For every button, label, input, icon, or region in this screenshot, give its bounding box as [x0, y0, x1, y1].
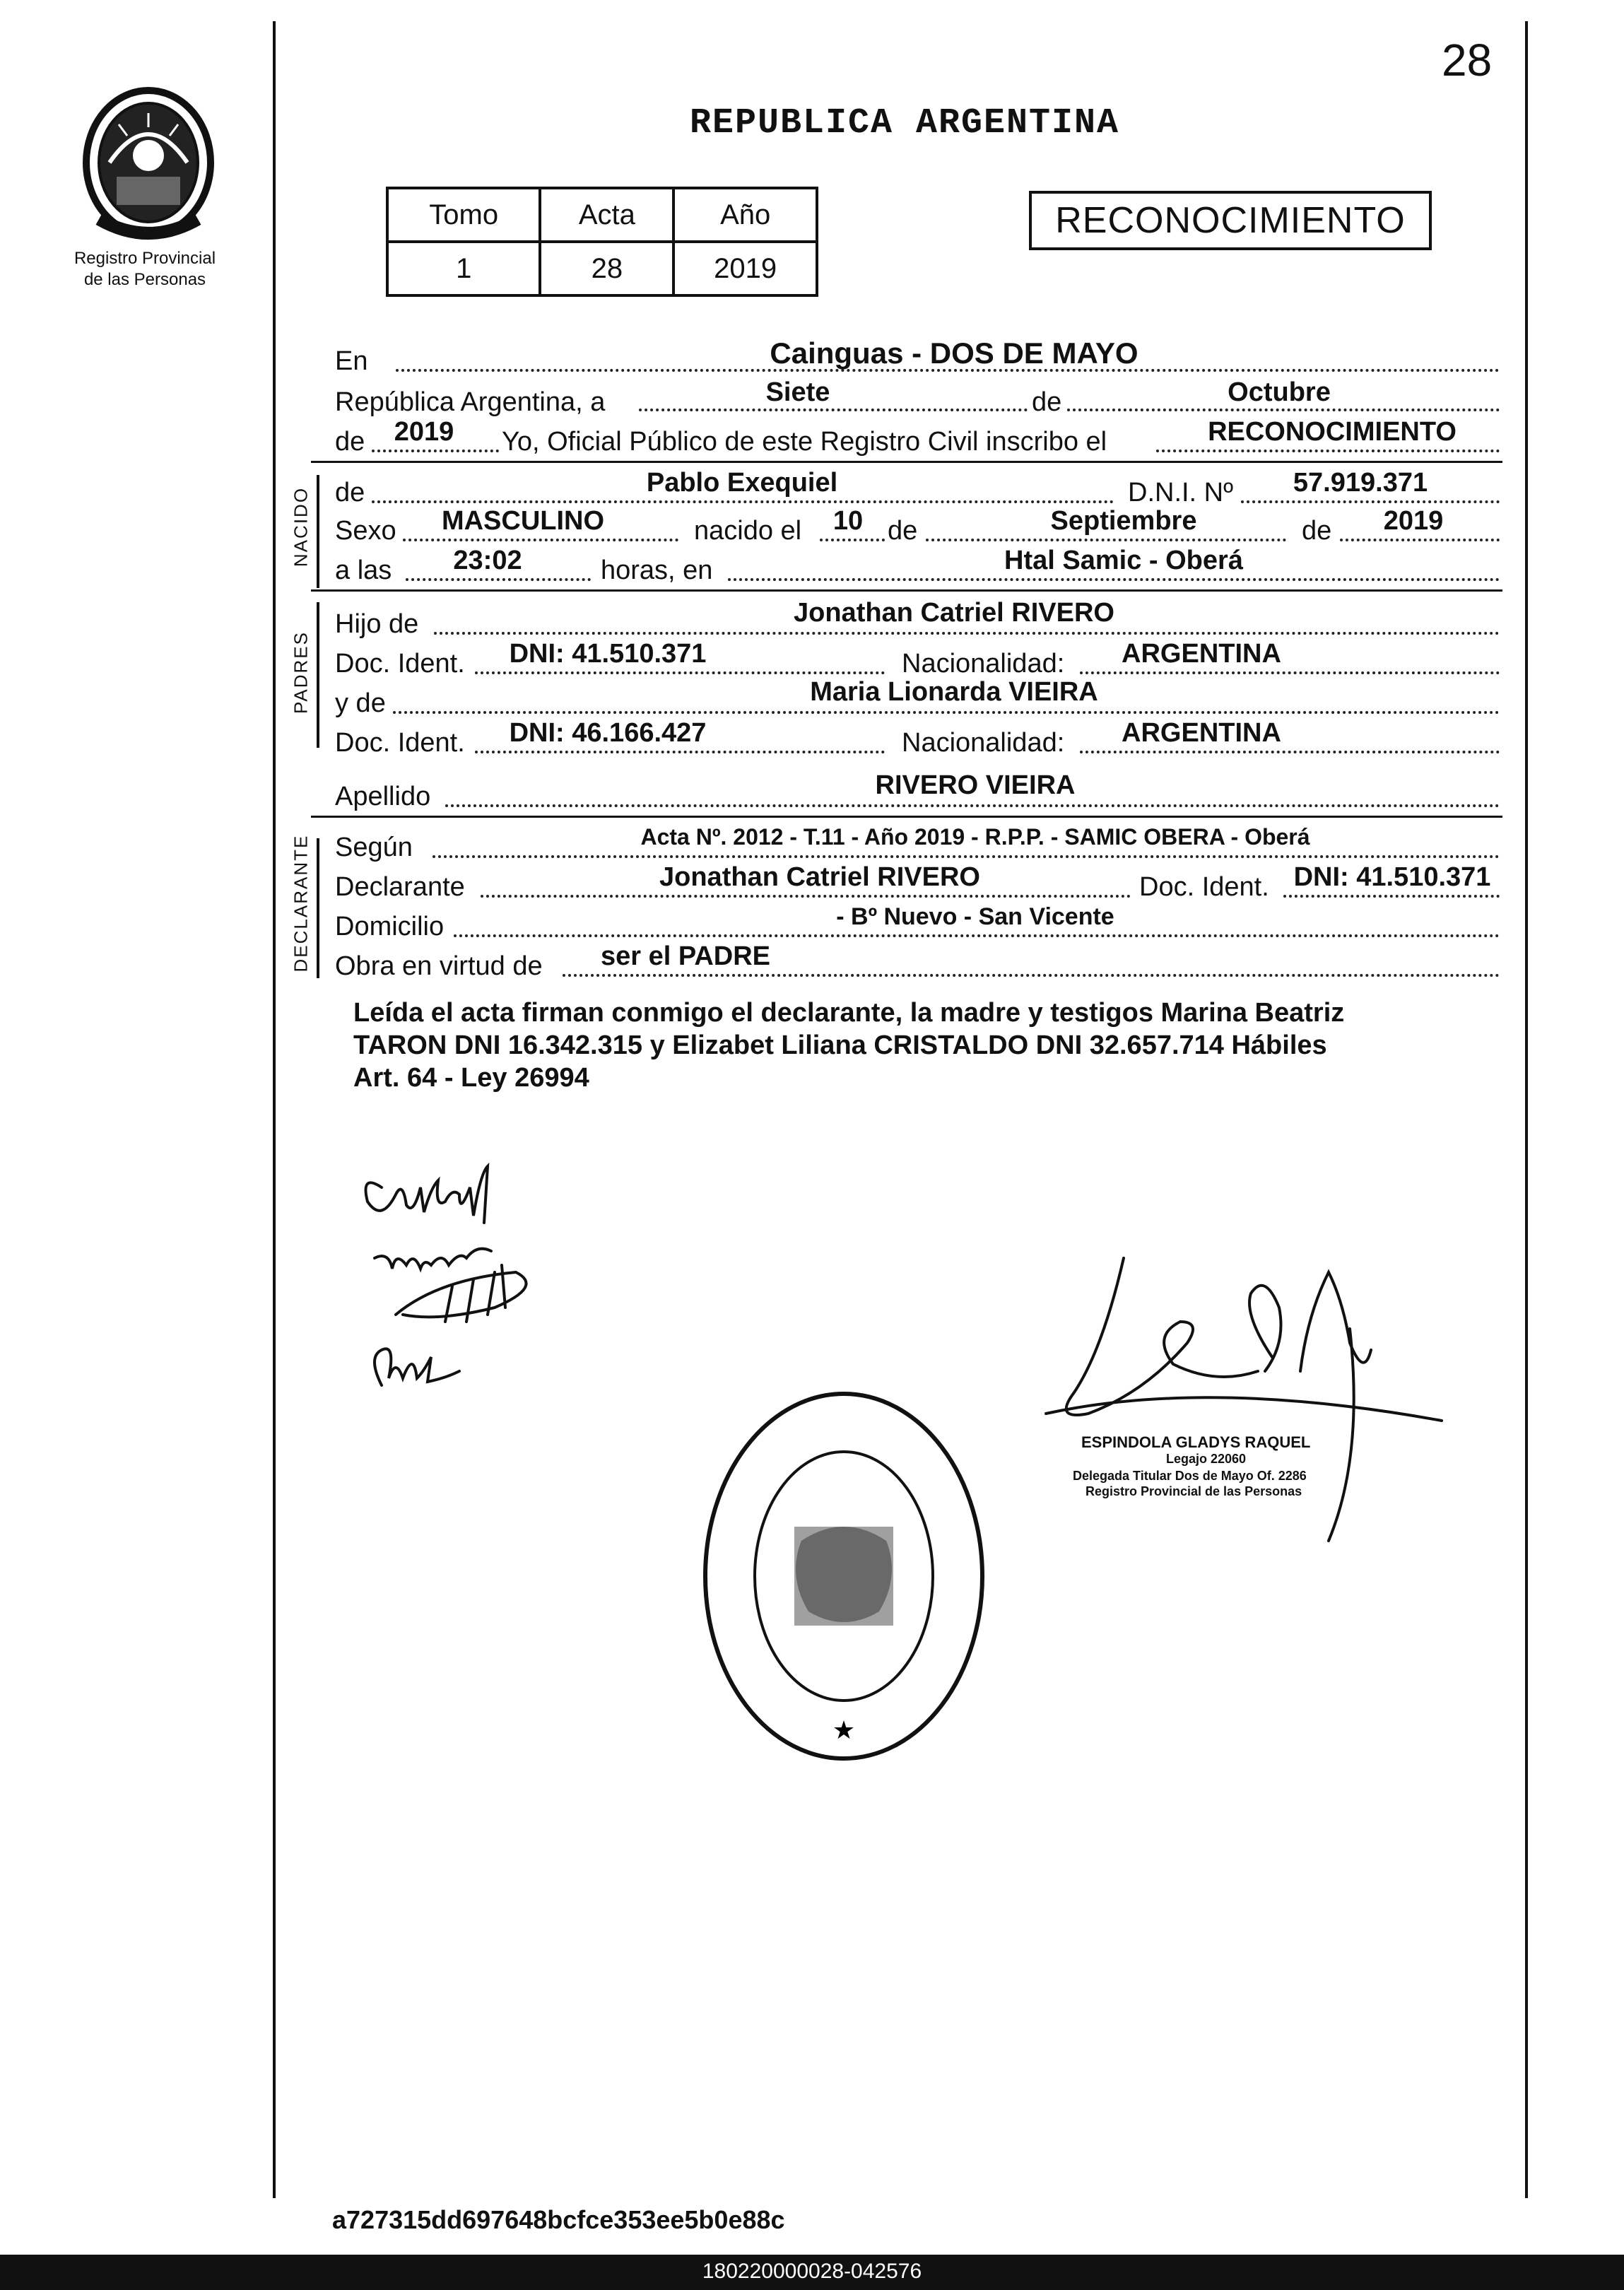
dots-acto	[1156, 450, 1500, 452]
side-label-declarante: DECLARANTE	[290, 834, 312, 973]
label-de-anio-nac: de	[1302, 516, 1332, 546]
record-table	[386, 187, 818, 297]
label-nacido-el: nacido el	[694, 516, 802, 546]
closing-text-3: Art. 64 - Ley 26994	[353, 1063, 589, 1093]
label-a-las: a las	[335, 556, 392, 585]
value-padre: Jonathan Catriel RIVERO	[794, 598, 1114, 628]
dots-dia	[639, 409, 1028, 411]
dots-anio	[372, 450, 499, 452]
label-doc-ident-2: Doc. Ident.	[335, 728, 465, 758]
footer-code: 180220000028-042576	[702, 2260, 922, 2283]
dots-sexo	[403, 539, 678, 541]
label-sexo: Sexo	[335, 516, 396, 546]
official-name: ESPINDOLA GLADYS RAQUEL	[1081, 1433, 1311, 1451]
left-margin-rule	[273, 21, 276, 2198]
dots-mes-nac	[926, 539, 1286, 541]
value-domicilio: - Bº Nuevo - San Vicente	[836, 903, 1114, 930]
side-label-nacido: NACIDO	[290, 486, 312, 568]
province-seal-logo	[78, 85, 219, 240]
svg-text:★: ★	[832, 1716, 856, 1745]
label-segun: Según	[335, 833, 413, 862]
value-anio: 2019	[673, 242, 817, 295]
value-madre-doc: DNI: 46.166.427	[509, 718, 707, 748]
nacido-sidebar	[317, 475, 319, 588]
label-apellido: Apellido	[335, 782, 431, 811]
round-seal	[695, 1385, 992, 1767]
dots-padre-nac	[1080, 671, 1500, 674]
value-nombre: Pablo Exequiel	[646, 468, 838, 498]
value-segun: Acta Nº. 2012 - T.11 - Año 2019 - R.P.P. - SAMIC OBERA - Oberá	[640, 824, 1310, 850]
label-de-mes: de	[1032, 387, 1062, 417]
document-title: REPUBLICA ARGENTINA	[689, 103, 1120, 143]
signature-declarante	[353, 1145, 565, 1428]
official-cargo: Delegada Titular Dos de Mayo Of. 2286	[1073, 1469, 1307, 1483]
label-hijo-de: Hijo de	[335, 609, 419, 639]
label-domicilio: Domicilio	[335, 912, 445, 941]
header-anio: Año	[673, 188, 817, 242]
dots-domicilio	[454, 934, 1500, 937]
label-doc-ident-1: Doc. Ident.	[335, 649, 465, 679]
record-type-box: RECONOCIMIENTO	[1029, 191, 1432, 250]
value-dia: Siete	[765, 377, 830, 407]
value-mes-nac: Septiembre	[1050, 506, 1197, 536]
value-acta: 28	[540, 242, 673, 295]
padres-sidebar	[317, 602, 319, 748]
value-obra: ser el PADRE	[600, 941, 771, 971]
dots-padre-doc	[475, 671, 885, 674]
label-nacionalidad-1: Nacionalidad:	[902, 649, 1065, 679]
value-padre-nac: ARGENTINA	[1122, 639, 1281, 669]
official-legajo: Legajo 22060	[1166, 1452, 1247, 1466]
dots-declarante	[481, 895, 1131, 898]
dots-segun	[433, 855, 1500, 858]
value-hora: 23:02	[453, 546, 522, 575]
value-sexo: MASCULINO	[441, 506, 605, 536]
divider-2	[311, 589, 1502, 592]
label-y-de: y de	[335, 688, 386, 718]
label-de-anio: de	[335, 427, 365, 457]
value-mes: Octubre	[1228, 377, 1331, 407]
value-tomo: 1	[387, 242, 540, 295]
value-declarante-doc: DNI: 41.510.371	[1293, 862, 1491, 892]
dots-mes	[1067, 409, 1500, 411]
value-anio-nac: 2019	[1383, 506, 1444, 536]
official-registro: Registro Provincial de las Personas	[1085, 1484, 1302, 1498]
value-declarante: Jonathan Catriel RIVERO	[659, 862, 980, 892]
value-padre-doc: DNI: 41.510.371	[509, 639, 707, 669]
closing-text-2: TARON DNI 16.342.315 y Elizabet Liliana CRISTALDO DNI 32.657.714 Hábiles	[353, 1030, 1327, 1060]
label-de-nombre: de	[335, 478, 365, 507]
value-madre: Maria Lionarda VIEIRA	[810, 677, 1098, 707]
value-dia-nac: 10	[832, 506, 864, 536]
side-label-padres: PADRES	[290, 631, 312, 714]
value-anio: 2019	[394, 417, 454, 447]
label-doc-ident-3: Doc. Ident.	[1139, 872, 1269, 902]
signature-official	[1032, 1244, 1456, 1597]
label-en: En	[335, 346, 368, 376]
registry-label-1: Registro Provincial	[73, 249, 216, 268]
value-lugar: Cainguas - DOS DE MAYO	[770, 336, 1138, 370]
dots-dia-nac	[820, 539, 885, 541]
header-tomo: Tomo	[387, 188, 540, 242]
dots-madre	[393, 711, 1500, 714]
label-dni: D.N.I. Nº	[1128, 478, 1233, 507]
dots-declarante-doc	[1283, 895, 1500, 898]
label-obra: Obra en virtud de	[335, 951, 543, 981]
page-number: 28	[1442, 35, 1493, 86]
label-de-mes-nac: de	[888, 516, 918, 546]
label-horas-en: horas, en	[601, 556, 713, 585]
registry-label-2: de las Personas	[83, 270, 206, 289]
closing-text-1: Leída el acta firman conmigo el declarante, la madre y testigos Marina Beatriz	[353, 998, 1345, 1028]
dots-madre-doc	[475, 751, 885, 753]
label-yo: Yo, Oficial Público de este Registro Civil inscribo el	[502, 427, 1107, 457]
value-madre-nac: ARGENTINA	[1122, 718, 1281, 748]
document-hash: a727315dd697648bcfce353ee5b0e88c	[332, 2205, 785, 2234]
dots-apellido	[445, 804, 1500, 807]
header-acta: Acta	[540, 188, 673, 242]
value-apellido: RIVERO VIEIRA	[875, 770, 1076, 800]
dots-hora	[406, 578, 591, 581]
declarante-sidebar	[317, 838, 319, 978]
dots-anio-nac	[1340, 539, 1500, 541]
label-nacionalidad-2: Nacionalidad:	[902, 728, 1065, 758]
dots-nombre	[372, 500, 1114, 503]
dots-lugar-nac	[728, 578, 1500, 581]
dots-padre	[434, 632, 1500, 635]
right-margin-rule	[1525, 21, 1528, 2198]
value-acto: RECONOCIMIENTO	[1208, 417, 1457, 447]
dots-obra	[563, 974, 1500, 977]
value-lugar-nac: Htal Samic - Oberá	[1004, 546, 1243, 575]
label-declarante: Declarante	[335, 872, 465, 902]
value-dni-nacido: 57.919.371	[1293, 468, 1428, 498]
divider-3	[311, 816, 1502, 818]
dots-dni	[1241, 500, 1500, 503]
dots-madre-nac	[1080, 751, 1500, 753]
label-republica: República Argentina, a	[335, 387, 606, 417]
divider-1	[311, 461, 1502, 463]
